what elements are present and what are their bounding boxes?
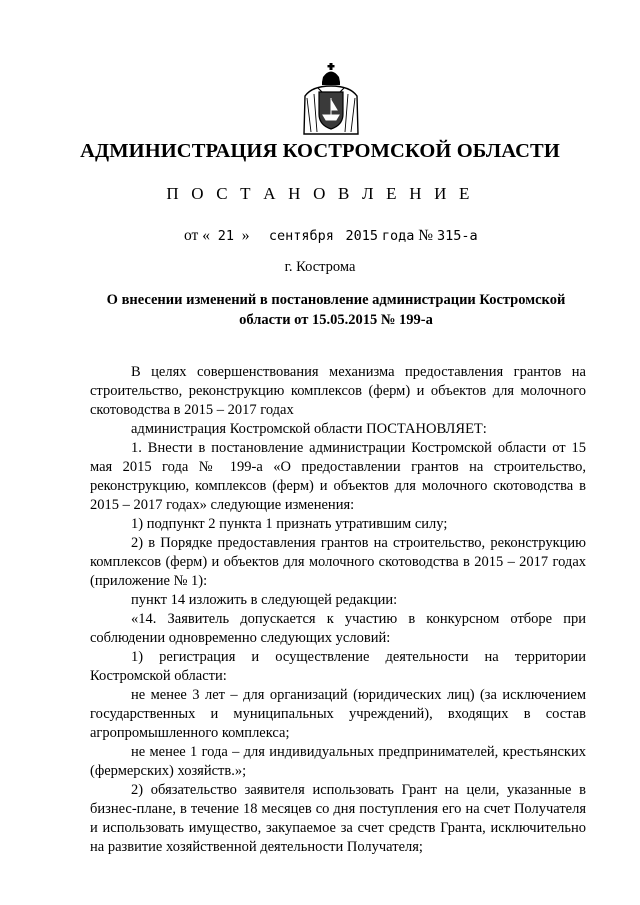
document-subject xyxy=(104,291,568,330)
paragraph: В целях совершенствования механизма предоставления грантов на строительство, реконструкцию комплексов (ферм) и объектов для молочного скотоводства в 2015 – 2017 годах xyxy=(90,364,586,418)
paragraph: 2) в Порядке предоставления грантов на строительство, реконструкцию комплексов (ферм) и объектов для молочного скотоводства в 2015 – 2017 годах (приложение № 1): xyxy=(90,535,586,589)
date-prefix: от « xyxy=(184,227,210,244)
date-day: 21 xyxy=(217,228,234,244)
document-date-line xyxy=(184,227,478,245)
document-body xyxy=(90,363,586,857)
paragraph: не менее 1 года – для индивидуальных предпринимателей, крестьянских (фермерских) хозяйств.»; xyxy=(90,744,586,779)
coat-of-arms-emblem xyxy=(302,62,360,138)
paragraph: не менее 3 лет – для организаций (юридических лиц) (за исключением государственных и муниципальных учреждений), входящих в состав агропромышленного комплекса; xyxy=(90,687,586,741)
subject-line-1: О внесении изменений в постановление администрации Костромской xyxy=(106,292,566,308)
subject-line-2: области от 15.05.2015 № 199-а xyxy=(239,311,433,328)
paragraph: пункт 14 изложить в следующей редакции: xyxy=(131,592,398,608)
city: г. Кострома xyxy=(284,259,356,275)
document-number: 315-а xyxy=(436,228,478,244)
paragraph: 1) подпункт 2 пункта 1 признать утратившим силу; xyxy=(131,516,448,532)
paragraph: администрация Костромской области ПОСТАНОВЛЯЕТ: xyxy=(131,421,487,437)
organization-title: АДМИНИСТРАЦИЯ КОСТРОМСКОЙ ОБЛАСТИ xyxy=(80,140,560,162)
paragraph: 2) обязательство заявителя использовать Грант на цели, указанные в бизнес-плане, в течение 18 месяцев со дня поступления его на счет Получателя и использовать имущество, закупаемое за счет средств Гранта, исключительно на развитие хозяйственной деятельности Получателя; xyxy=(90,782,586,855)
date-year-word: года xyxy=(381,228,415,244)
paragraph: «14. Заявитель допускается к участию в конкурсном отборе при соблюдении одновременно следующих условий: xyxy=(90,611,586,646)
document-type: П О С Т А Н О В Л Е Н И Е xyxy=(166,184,474,203)
paragraph: 1) регистрация и осуществление деятельности на территории Костромской области: xyxy=(90,649,586,684)
date-close-quote: » xyxy=(241,227,250,244)
number-sign: № xyxy=(418,227,434,244)
date-month: сентября xyxy=(268,228,334,244)
date-year: 2015 xyxy=(345,228,379,244)
paragraph: 1. Внести в постановление администрации Костромской области от 15 мая 2015 года № 199-а «О предоставлении грантов на строительство, реконструкцию, комплексов (ферм) и объектов для молочного скотоводства в 2015 – 2017 годах» следующие изменения: xyxy=(90,440,586,513)
crown-icon xyxy=(322,63,340,85)
